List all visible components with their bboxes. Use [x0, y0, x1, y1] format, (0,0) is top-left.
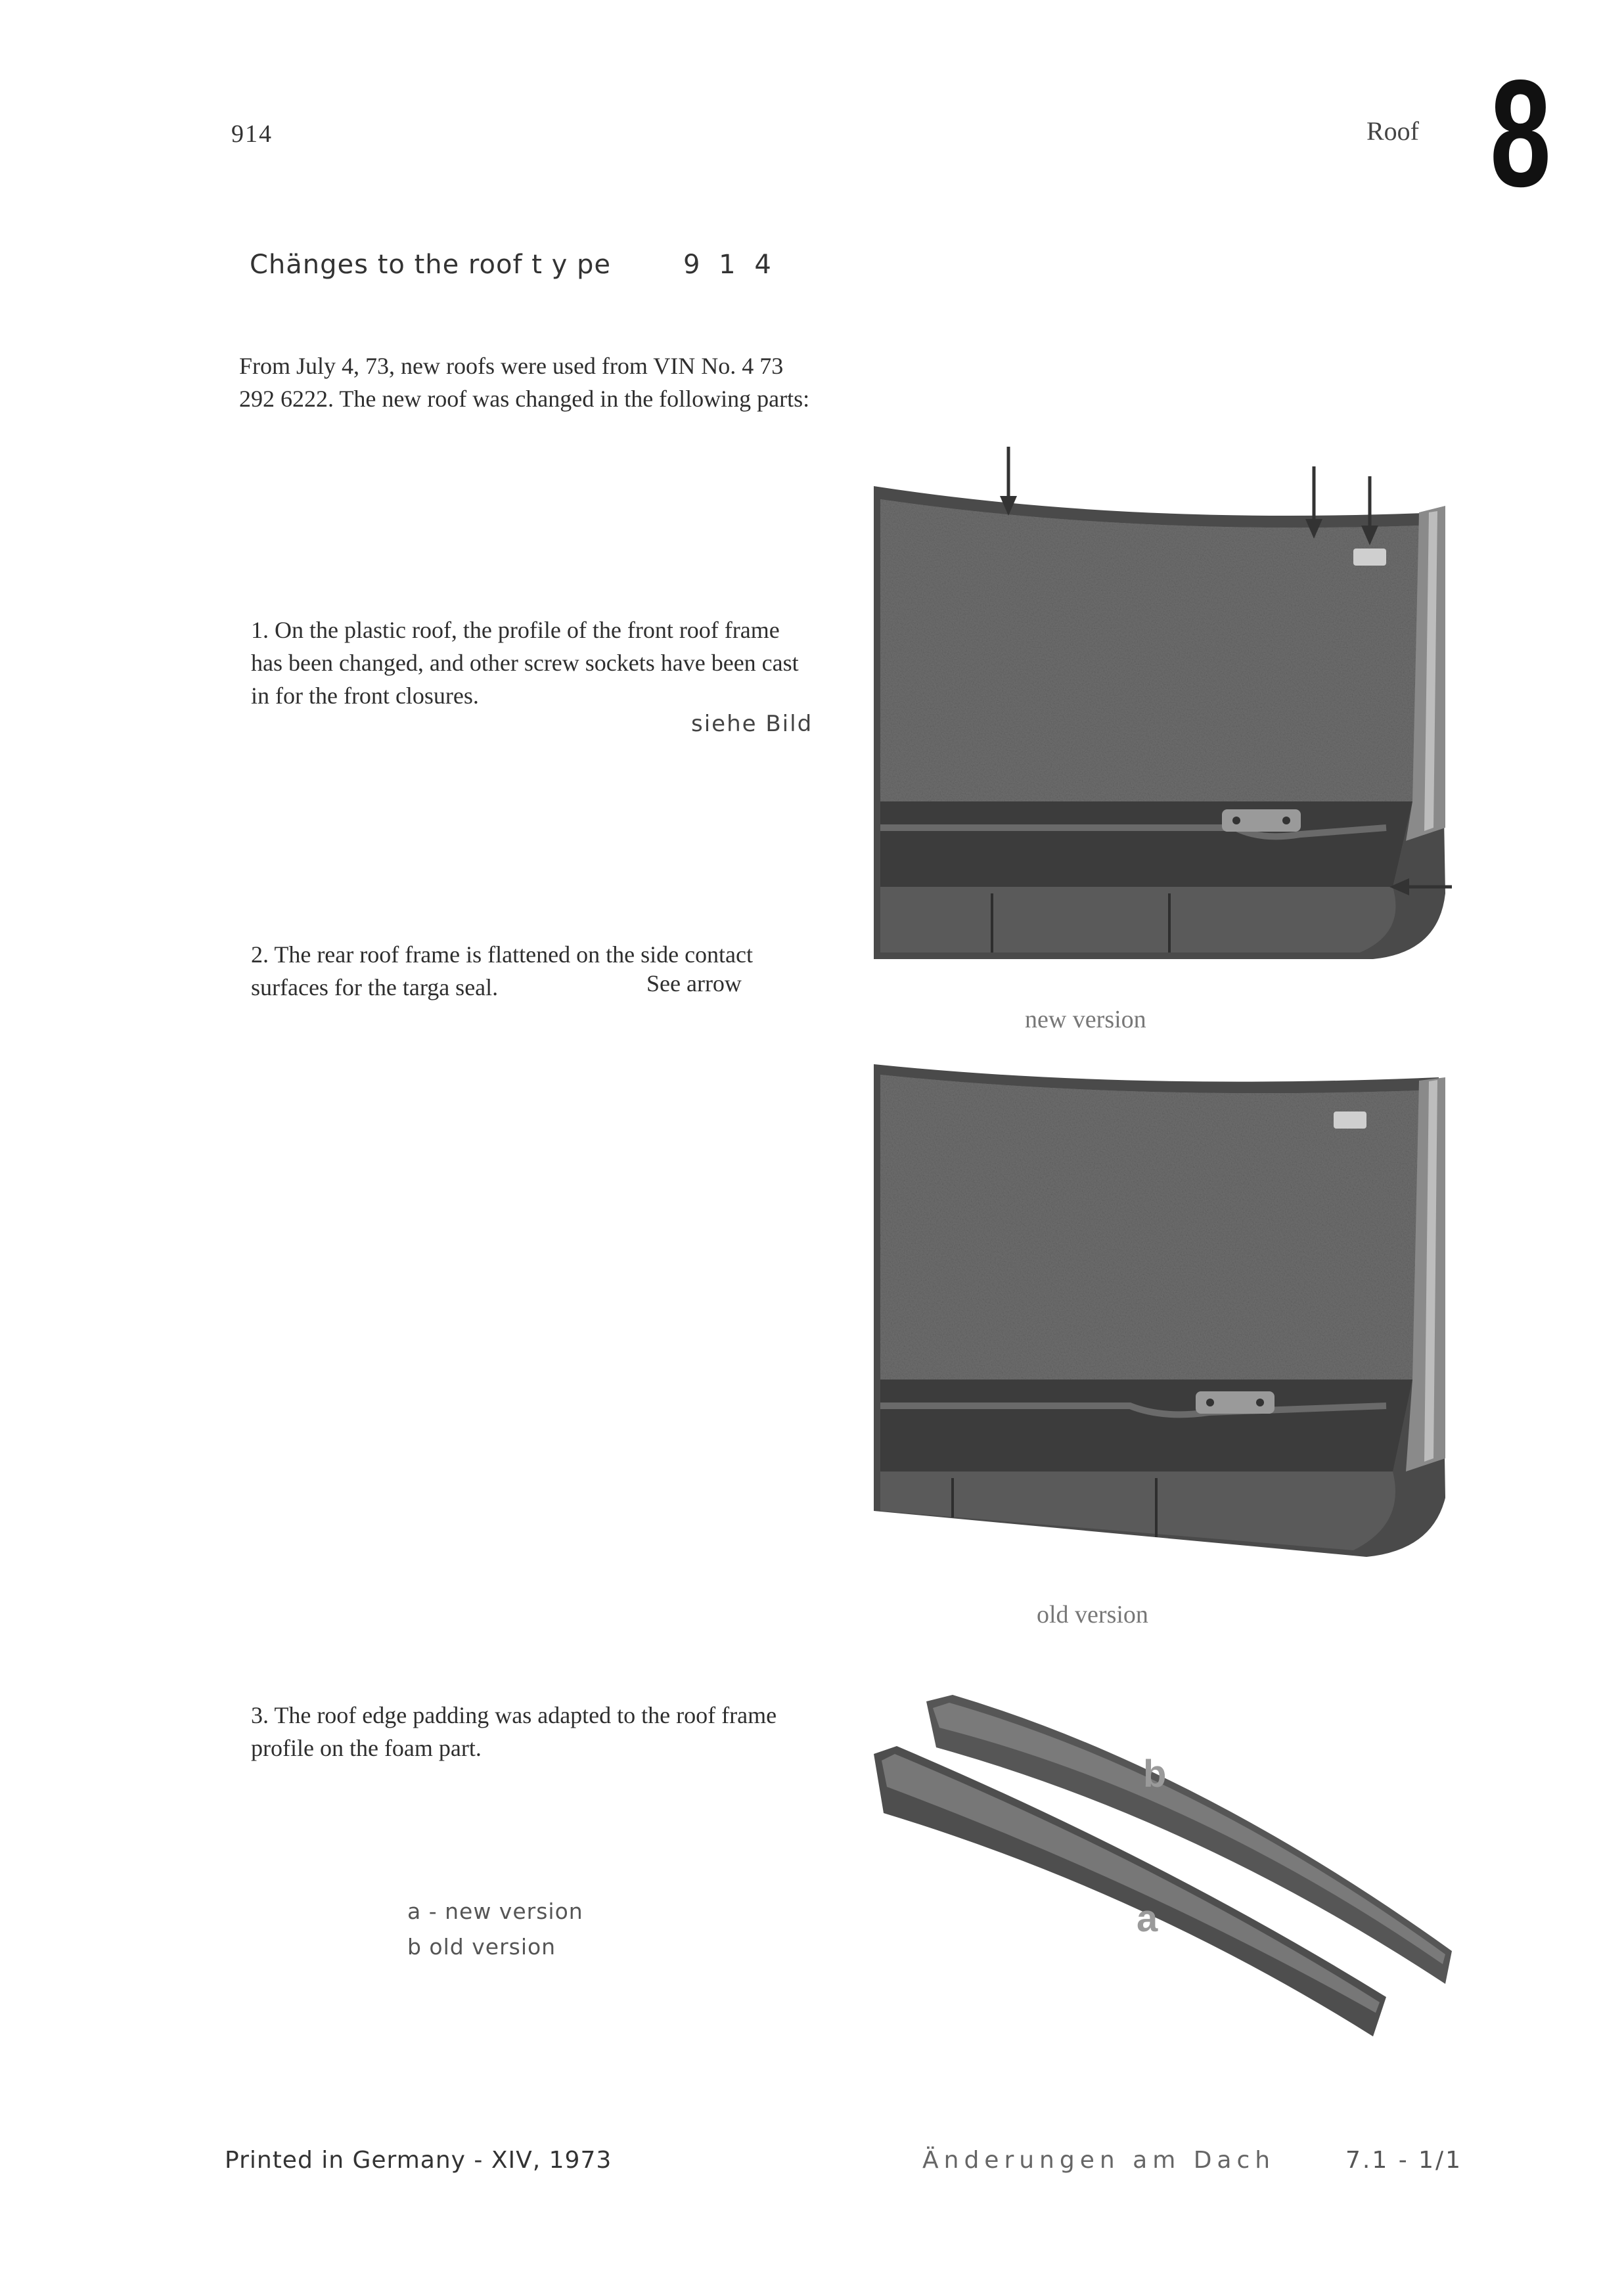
item-2-text: 2. The rear roof frame is flattened on the side contact surfaces for the targa seal.: [251, 941, 754, 1000]
photo-old-roof: [867, 1051, 1458, 1570]
caption-new-version: new version: [1025, 1006, 1146, 1033]
pad-label-b: b: [1143, 1753, 1167, 1795]
footer-german-title: Änderungen am Dach: [922, 2147, 1276, 2174]
header-group-number: 8: [1490, 49, 1551, 219]
intro-paragraph: From July 4, 73, new roofs were used from VIN No. 4 73 292 6222. The new roof was changed in the following parts:: [239, 353, 810, 412]
photo-new-roof: [867, 434, 1458, 972]
pad-label-a: a: [1137, 1897, 1158, 1940]
photo-roof-edge-padding: [867, 1688, 1472, 2056]
legend-a: a - new version: [407, 1898, 583, 1924]
header-model-number: 914: [231, 120, 273, 148]
footer-printed: Printed in Germany - XIV, 1973: [225, 2147, 612, 2174]
footer-page-ref: 7.1 - 1/1: [1345, 2147, 1463, 2174]
item-1-text: 1. On the plastic roof, the profile of the front roof frame has been changed, and other screw sockets have been cast in for the front closures.: [251, 617, 799, 709]
caption-old-version: old version: [1037, 1601, 1148, 1628]
item-2-reference: See arrow: [646, 970, 742, 997]
header-section-title: Roof: [1366, 116, 1419, 146]
page-title-type-number: 9 1 4: [683, 250, 777, 280]
page-title: Chänges to the roof t y pe: [250, 250, 612, 280]
item-3-text: 3. The roof edge padding was adapted to the roof frame profile on the foam part.: [251, 1702, 777, 1761]
item-1-reference: siehe Bild: [691, 711, 813, 737]
legend-b: b old version: [407, 1934, 556, 1960]
